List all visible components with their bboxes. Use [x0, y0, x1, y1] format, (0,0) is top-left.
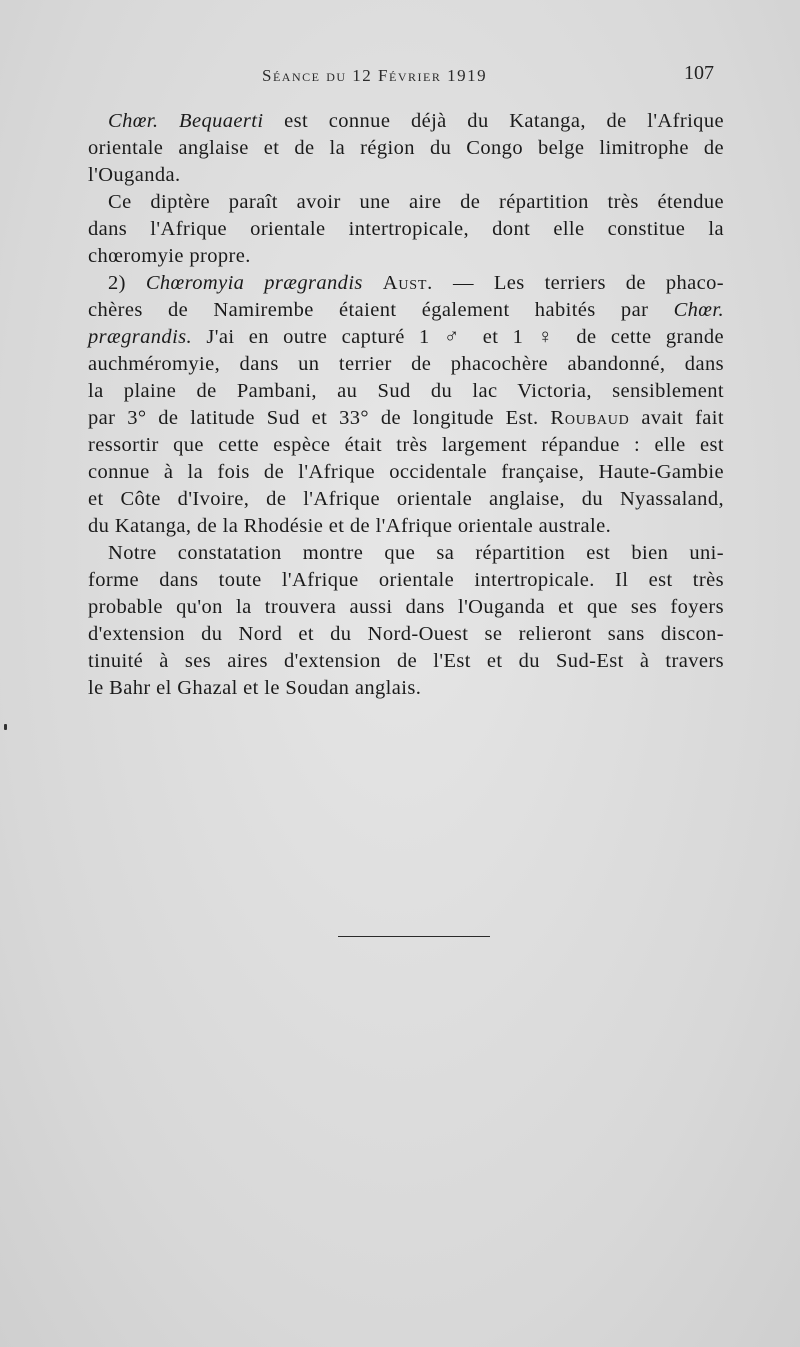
text-line	[88, 324, 724, 351]
paragraph	[88, 108, 724, 189]
text-run: Notre constatation montre que sa répartition est bien uni-	[108, 542, 724, 564]
paragraph	[88, 189, 724, 270]
text-line	[88, 270, 724, 297]
text-run: le Bahr el Ghazal et le Soudan anglais.	[88, 677, 422, 699]
text-run: la plaine de Pambani, au Sud du lac Victoria, sensiblement	[88, 380, 724, 402]
text-line	[88, 621, 724, 648]
italic-run: Chœr. Bequaerti	[108, 110, 264, 132]
text-line	[88, 162, 724, 189]
italic-run: Chœromyia prægrandis	[145, 272, 363, 294]
text-line	[88, 432, 724, 459]
text-run	[363, 272, 383, 294]
text-line	[88, 459, 724, 486]
text-run: est connue déjà du Katanga, de l'Afrique	[263, 110, 724, 132]
small-caps-run: Roubaud	[550, 407, 630, 429]
text-line	[88, 405, 724, 432]
text-run: — Les terriers de phaco-	[433, 272, 725, 294]
paragraph	[88, 270, 724, 540]
text-run: d'extension du Nord et du Nord-Ouest se relieront sans discon-	[88, 623, 724, 645]
text-line	[88, 351, 724, 378]
text-line	[88, 297, 724, 324]
text-line	[88, 540, 724, 567]
italic-run: prægrandis.	[88, 326, 193, 348]
paragraph	[88, 540, 724, 702]
text-run: orientale anglaise et de la région du Congo belge limitrophe de	[88, 137, 724, 159]
text-run: 2)	[108, 272, 146, 294]
text-run: ressortir que cette espèce était très largement répandue : elle est	[88, 434, 724, 456]
text-run: avait fait	[629, 407, 725, 429]
text-line	[88, 486, 724, 513]
text-run: l'Ouganda.	[88, 164, 181, 186]
text-run: J'ai en outre capturé 1 ♂ et 1 ♀ de cette grande	[192, 326, 724, 348]
text-run: chœromyie propre.	[88, 245, 251, 267]
text-run: du Katanga, de la Rhodésie et de l'Afrique orientale australe.	[88, 515, 612, 537]
text-line	[88, 648, 724, 675]
text-run: Ce diptère paraît avoir une aire de répartition très étendue	[108, 191, 724, 213]
page-number: 107	[684, 62, 714, 84]
text-run: forme dans toute l'Afrique orientale intertropicale. Il est très	[88, 569, 724, 591]
body-text	[88, 108, 724, 702]
text-line	[88, 594, 724, 621]
text-line	[88, 189, 724, 216]
end-rule	[338, 936, 490, 937]
italic-run: Chœr.	[673, 299, 724, 321]
text-line	[88, 675, 724, 702]
small-caps-run: Aust.	[382, 272, 434, 294]
text-run: par 3° de latitude Sud et 33° de longitude Est.	[88, 407, 551, 429]
text-run: chères de Namirembe étaient également habités par	[88, 299, 674, 321]
text-line	[88, 378, 724, 405]
text-line	[88, 216, 724, 243]
text-line	[88, 567, 724, 594]
running-title: Séance du 12 Février 1919	[262, 66, 488, 85]
text-line	[88, 135, 724, 162]
text-run: et Côte d'Ivoire, de l'Afrique orientale anglaise, du Nyassaland,	[88, 488, 724, 510]
text-line	[88, 243, 724, 270]
margin-mark	[4, 724, 7, 730]
text-run: auchméromyie, dans un terrier de phacochère abandonné, dans	[88, 353, 724, 375]
text-line	[88, 108, 724, 135]
text-run: connue à la fois de l'Afrique occidentale française, Haute-Gambie	[88, 461, 724, 483]
text-run: tinuité à ses aires d'extension de l'Est et du Sud-Est à travers	[88, 650, 724, 672]
text-line	[88, 513, 724, 540]
text-run: dans l'Afrique orientale intertropicale, dont elle constitue la	[88, 218, 724, 240]
running-head	[0, 62, 800, 92]
text-run: probable qu'on la trouvera aussi dans l'Ouganda et que ses foyers	[88, 596, 724, 618]
